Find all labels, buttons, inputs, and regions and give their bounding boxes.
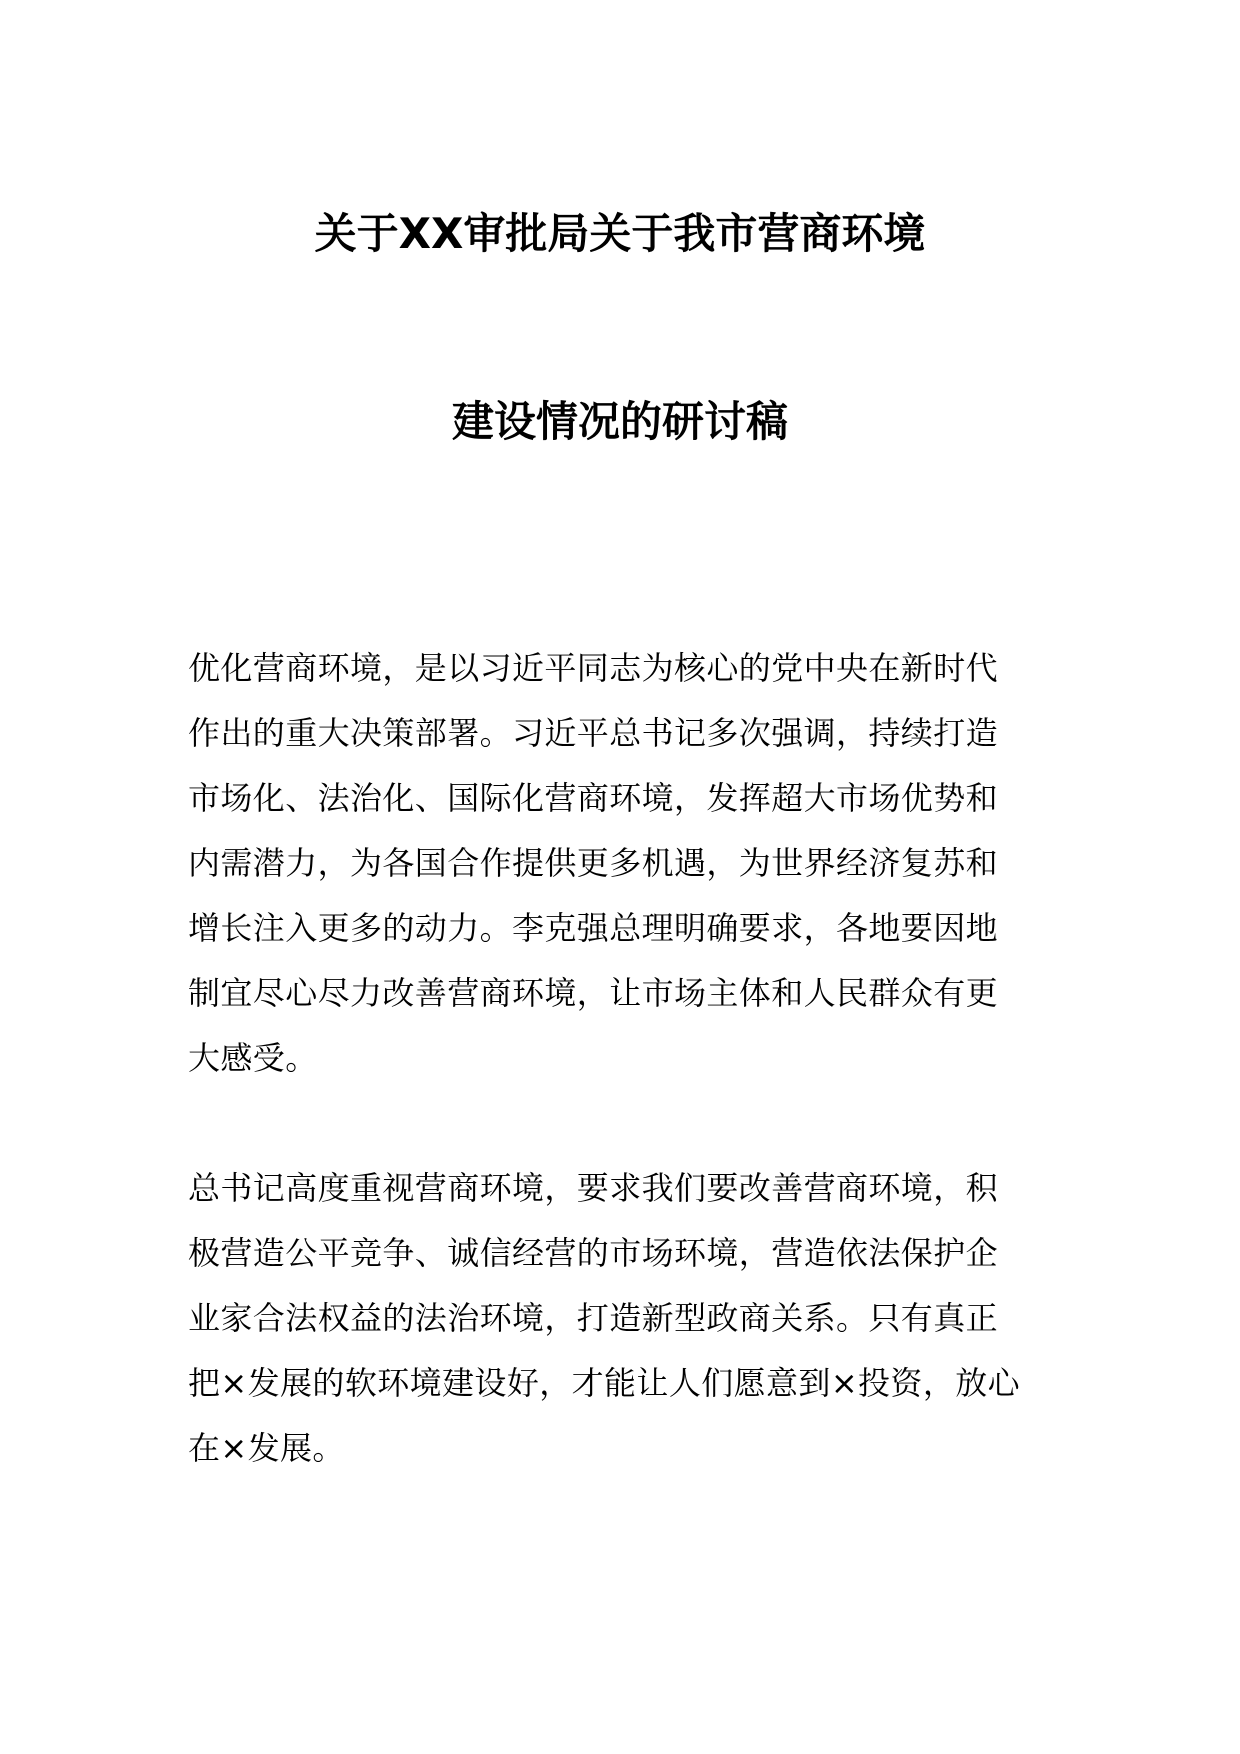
paragraph-line: 业家合法权益的法治环境，打造新型政商关系。只有真正: [188, 1299, 999, 1337]
document-title-line-1: 关于XX审批局关于我市营商环境: [314, 209, 926, 258]
paragraph-line: 制宜尽心尽力改善营商环境，让市场主体和人民群众有更: [188, 974, 999, 1012]
body-paragraph-2: [188, 1156, 1058, 1481]
paragraph-line: 极营造公平竞争、诚信经营的市场环境，营造依法保护企: [188, 1234, 999, 1272]
paragraph-line: 在×发展。: [188, 1429, 345, 1467]
paragraph-line: 把×发展的软环境建设好，才能让人们愿意到×投资，放心: [188, 1364, 1021, 1402]
paragraph-line: 大感受。: [188, 1039, 318, 1077]
paragraph-line: 增长注入更多的动力。李克强总理明确要求，各地要因地: [188, 909, 999, 947]
paragraph-line: 内需潜力，为各国合作提供更多机遇，为世界经济复苏和: [188, 844, 999, 882]
body-paragraph-1: [188, 636, 1058, 1091]
paragraph-line: 市场化、法治化、国际化营商环境，发挥超大市场优势和: [188, 779, 999, 817]
paragraph-line: 作出的重大决策部署。习近平总书记多次强调，持续打造: [188, 714, 999, 752]
paragraph-line: 总书记高度重视营商环境，要求我们要改善营商环境，积: [188, 1169, 999, 1207]
paragraph-line: 优化营商环境，是以习近平同志为核心的党中央在新时代: [188, 649, 999, 687]
document-title-line-2: 建设情况的研讨稿: [451, 397, 788, 446]
